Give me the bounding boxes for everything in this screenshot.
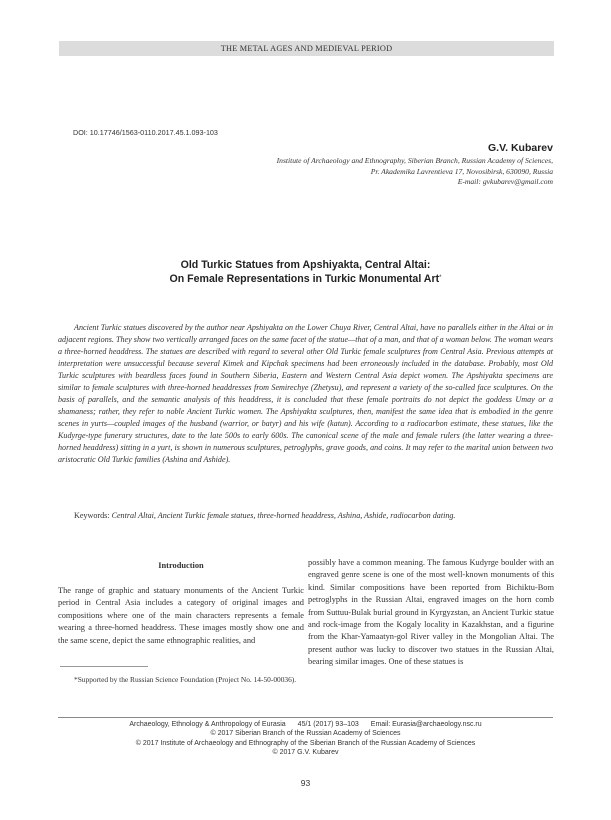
footer-copyright-2: © 2017 Institute of Archaeology and Ethnography of the Siberian Branch of the Russian Academy of Sciences xyxy=(135,739,476,747)
doi: DOI: 10.17746/1563-0110.2017.45.1.093-103 xyxy=(73,128,218,137)
footer-copyright-3: © 2017 G.V. Kubarev xyxy=(272,749,339,757)
author-name: G.V. Kubarev xyxy=(488,142,553,154)
article-title xyxy=(0,258,611,286)
footer-journal: Archaeology, Ethnology & Anthropology of Eurasia xyxy=(129,721,286,728)
footer-copyright-1: © 2017 Siberian Branch of the Russian Academy of Sciences xyxy=(210,730,401,738)
page-number: 93 xyxy=(300,778,311,788)
footer xyxy=(0,720,611,758)
title-line2 xyxy=(0,272,611,286)
author-affiliation-line1: Institute of Archaeology and Ethnography, Siberian Branch, Russian Academy of Sciences, xyxy=(276,156,553,165)
author-email: E-mail: gvkubarev@gmail.com xyxy=(457,177,553,187)
footer-divider xyxy=(58,717,553,718)
keywords xyxy=(58,510,553,522)
author-block xyxy=(277,142,553,188)
keywords-text: Central Altai, Ancient Turkic female statues, three-horned headdress, Ashina, Ashide, radiocarbon dating. xyxy=(111,511,456,520)
introduction-right-paragraph: possibly have a common meaning. The famous Kudyrge boulder with an engraved genre scene is one of the most well-known monuments of this kind. Similar compositions have been reported from Bichiktu-Bom petroglyphs in the Russian Altai, engraved images on the horn comb from Suttuu-Bulak burial ground in Kyrgyzstan, an Ancient Turkic statue and rock-image from the Kogaly locality in Kazakhstan, and a figurine from the Khar-Yamaatyn-gol River valley in the Mongolian Altai. The present author was lucky to discover two statues in the Russian Altai, bearing similar images. One of these statues is xyxy=(308,558,554,667)
footer-email: Email: Eurasia@archaeology.nsc.ru xyxy=(370,721,482,728)
abstract: Ancient Turkic statues discovered by the author near Apshiyakta on the Lower Chuya River, Central Altai, have no parallels either in the Altai or in adjacent regions. They show two vertically arranged faces on the same facet of the statue—that of a man, and that of a woman below. The woman wears a three-horned headdress. The statues are described with regard to several other Old Turkic female sculptures from Central Asia. Previous attempts at interpretation were unsuccessful because several Kimek and Kipchak specimens had been erroneously included in the database. Probably, most Old Turkic sculptures with beardless faces found in Southern Siberia, Eastern and Western Central Asia depict women. The Apshiyakta specimens are similar to female sculptures with three-horned headdresses from Semirechye (Zhetysu), and represent a variety of the so-called face sculptures. On the basis of parallels, and the semantic analysis of this headdress, it is concluded that these female portraits do not depict the goddess Umay or a shamaness; rather, they refer to noble Ancient Turkic women. The Apshiyakta sculptures, then, manifest the same idea that is embodied in the genre scenes in yurts—coupled images of the husband (warrior, or batyr) and his wife (katun). According to a radiocarbon estimate, these statues, like the Kudyrge-type funerary structures, date to the late 500s to early 600s. The canonical scene of the male and female rulers (the latter wearing a three-horned headdress) sitting in a yurt, is shown in numerous sculptures, petroglyphs, grave goods, and coins. It may refer to the marital union between two aristocratic Old Turkic families (Ashina and Ashide). xyxy=(58,323,553,464)
section-title: THE METAL AGES AND MEDIEVAL PERIOD xyxy=(220,44,393,53)
right-column xyxy=(308,557,554,669)
title-footnote-mark: * xyxy=(439,275,442,281)
keywords-label: Keywords: xyxy=(74,511,110,520)
left-column xyxy=(58,560,304,647)
footer-issue: 45/1 (2017) 93–103 xyxy=(297,721,359,728)
title-line1: Old Turkic Statues from Apshiyakta, Central Altai: xyxy=(180,259,431,271)
introduction-left-paragraph: The range of graphic and statuary monuments of the Ancient Turkic period in Central Asia includes a category of original images and compositions where one of the main characters represents a female wearing a three-horned headdress. These images mostly show one and the same scene, depict the same ethnographic realities, and xyxy=(58,586,304,645)
title-line2-text: On Female Representations in Turkic Monumental Art xyxy=(169,273,440,285)
footnote: *Supported by the Russian Science Foundation (Project No. 14-50-00036). xyxy=(74,675,297,684)
section-header-bar xyxy=(59,41,554,56)
introduction-heading: Introduction xyxy=(158,561,204,570)
footer-journal-line xyxy=(0,720,611,729)
footnote-divider xyxy=(60,666,148,667)
author-affiliation-line2: Pr. Akademika Lavrentieva 17, Novosibirsk, 630090, Russia xyxy=(370,166,553,176)
